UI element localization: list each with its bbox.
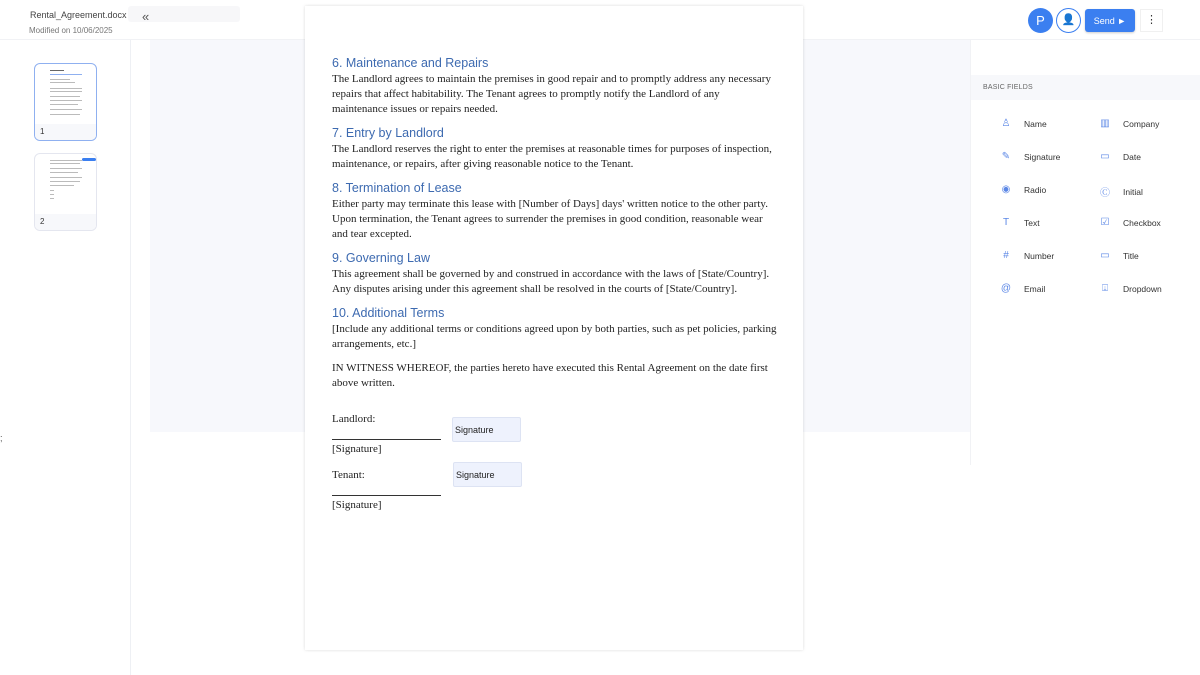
field-label: Signature [1024,151,1061,162]
add-recipient-icon[interactable]: 👤 [1056,8,1081,33]
field-label: Text [1024,217,1040,228]
field-dropdown[interactable] [1099,283,1162,294]
signature-placeholder: [Signature] [332,499,382,511]
document-page [305,6,803,650]
section-heading: 8. Termination of Lease [332,181,462,195]
field-signature[interactable] [1000,151,1060,162]
signature-line [332,439,441,440]
field-label: Title [1123,250,1139,261]
section-body: The Landlord reserves the right to enter the premises at reasonable times for purposes of inspection, maintenance, or repairs, after giving reasonable notice to the Tenant. [332,143,772,170]
text-icon: T [1002,217,1010,228]
field-initial[interactable] [1099,184,1143,199]
signature-line [332,495,441,496]
briefcase-icon: ▭ [1100,250,1110,261]
page-thumbnail[interactable] [34,153,97,231]
section-heading: 6. Maintenance and Repairs [332,56,489,70]
page-thumbnail[interactable] [34,63,97,141]
field-date[interactable] [1099,151,1141,162]
radio-icon: ◉ [1001,184,1011,195]
field-number[interactable] [1000,250,1054,261]
field-company[interactable] [1099,118,1159,129]
field-label: Checkbox [1123,217,1161,228]
field-label: Name [1024,118,1047,129]
section-body: [Include any additional terms or conditions agreed upon by both parties, such as pet policies, parking arrangements, etc.] [332,323,777,350]
field-label: Email [1024,283,1046,294]
signature-placeholder: [Signature] [332,443,382,455]
page-number: 2 [35,214,96,230]
page-number: 1 [35,124,96,140]
tenant-label: Tenant: [332,469,365,481]
more-options-icon[interactable]: ⋮ [1140,9,1163,32]
section-body: The Landlord agrees to maintain the premises in good repair and to promptly address any necessary repairs that affect habitability. The Tenant agrees to promptly notify the Landlord of any maintenance issues or repairs needed. [332,73,771,115]
landlord-signature-field[interactable]: Signature [452,417,521,442]
section-body: This agreement shall be governed by and construed in accordance with the laws of [State/Country]. Any disputes arising under this agreement shall be resolved in the courts of [State/Country]. [332,268,770,295]
initial-icon: Ⓒ [1100,188,1110,199]
dropdown-icon: ⍗ [1102,283,1108,294]
hash-icon: # [1003,250,1009,261]
field-label: Initial [1123,186,1143,197]
field-text[interactable] [1000,217,1040,228]
file-name: Rental_Agreement.docx [30,10,127,20]
basic-fields-title: BASIC FIELDS [971,75,1200,100]
send-button[interactable]: Send ► [1085,9,1135,32]
avatar[interactable]: P [1028,8,1053,33]
field-title[interactable] [1099,250,1139,261]
field-label: Dropdown [1123,283,1162,294]
field-name[interactable] [1000,118,1047,129]
person-icon: ♙ [1001,118,1011,129]
fields-panel [970,40,1200,465]
page-thumbnails [0,40,131,675]
modified-date: Modified on 10/06/2025 [29,26,113,35]
checkbox-icon: ☑ [1100,217,1110,228]
building-icon: ▥ [1100,118,1110,129]
pen-icon: ✎ [1001,151,1011,162]
landlord-label: Landlord: [332,413,376,425]
stray-text: ; [0,433,3,443]
field-label: Company [1123,118,1160,129]
section-heading: 7. Entry by Landlord [332,126,444,140]
section-heading: 10. Additional Terms [332,306,445,320]
field-label: Date [1123,151,1141,162]
tenant-signature-field[interactable]: Signature [453,462,522,487]
field-radio[interactable] [1000,184,1046,195]
section-heading: 9. Governing Law [332,251,430,265]
calendar-icon: ▭ [1100,151,1110,162]
signature-block [332,413,777,523]
field-checkbox[interactable] [1099,217,1161,228]
section-body: Either party may terminate this lease with [Number of Days] days' written notice to the other party. Upon termination, the Tenant agrees to surrender the premises in good condition, reasonable wear and tear excepted. [332,198,768,240]
at-icon: @ [1000,283,1012,294]
field-label: Number [1024,250,1055,261]
collapse-sidebar-icon[interactable]: « [142,9,150,24]
field-email[interactable] [1000,283,1045,294]
field-label: Radio [1024,184,1047,195]
witness-clause: IN WITNESS WHEREOF, the parties hereto have executed this Rental Agreement on the date first above written. [332,362,768,389]
